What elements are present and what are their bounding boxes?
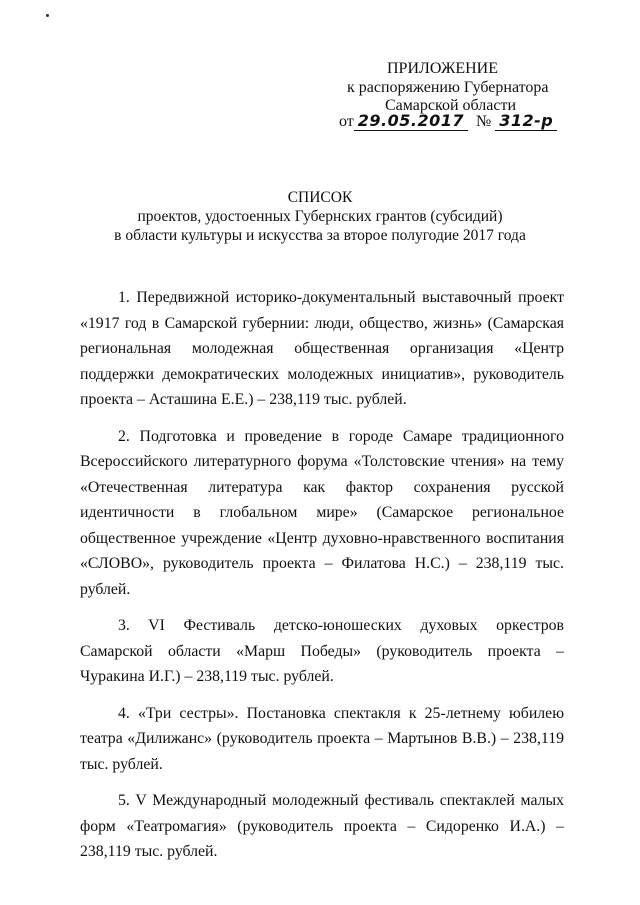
date-prefix: от — [339, 113, 354, 130]
document-title: СПИСОК — [287, 189, 353, 206]
appendix-title: ПРИЛОЖЕНИЕ — [387, 60, 499, 77]
list-item: 5. V Международный молодежный фестиваль спектаклей малых форм «Театромагия» (руководитель проекта – Сидоренко И.А.) – 238,119 тыс. рублей. — [80, 792, 564, 860]
number-prefix: № — [476, 113, 492, 130]
appendix-line-decree: к распоряжению Губернатора — [347, 79, 549, 96]
scan-speck — [46, 14, 49, 17]
list-item: 2. Подготовка и проведение в городе Самаре традиционного Всероссийского литературного форума «Толстовские чтения» на тему «Отечественная литература как фактор сохранения русской идентичности в глобальном мире» (Самарское региональное общественное учреждение «Центр духовно-нравственного воспитания «СЛОВО», руководитель проекта – Филатова Н.С.) – 238,119 тыс. рублей. — [80, 427, 564, 598]
document-subtitle-1: проектов, удостоенных Губернских грантов (субсидий) — [137, 208, 503, 225]
list-item: 1. Передвижной историко-документальный выставочный проект «1917 год в Самарской губернии: люди, общество, жизнь» (Самарская региональная молодежная общественная организация «Центр поддержки демократических молодежных инициатив», руководитель проекта – Асташина Е.Е.) – 238,119 тыс. рублей. — [80, 289, 564, 408]
project-list — [80, 285, 564, 876]
appendix-date-number — [339, 112, 557, 131]
handwritten-date: 29.05.2017 — [354, 112, 468, 131]
list-item: 4. «Три сестры». Постановка спектакля к 25-летнему юбилею театра «Дилижанс» (руководитель проекта – Мартынов В.В.) – 238,119 тыс. рублей. — [80, 704, 564, 773]
handwritten-number: 312-р — [495, 112, 557, 131]
appendix-line-region: Самарской области — [385, 97, 516, 114]
document-subtitle-2: в области культуры и искусства за второе полугодие 2017 года — [114, 227, 526, 244]
list-item: 3. VI Фестиваль детско-юношеских духовых оркестров Самарской области «Марш Победы» (руководитель проекта – Чуракина И.Г.) – 238,119 тыс. рублей. — [80, 617, 564, 685]
